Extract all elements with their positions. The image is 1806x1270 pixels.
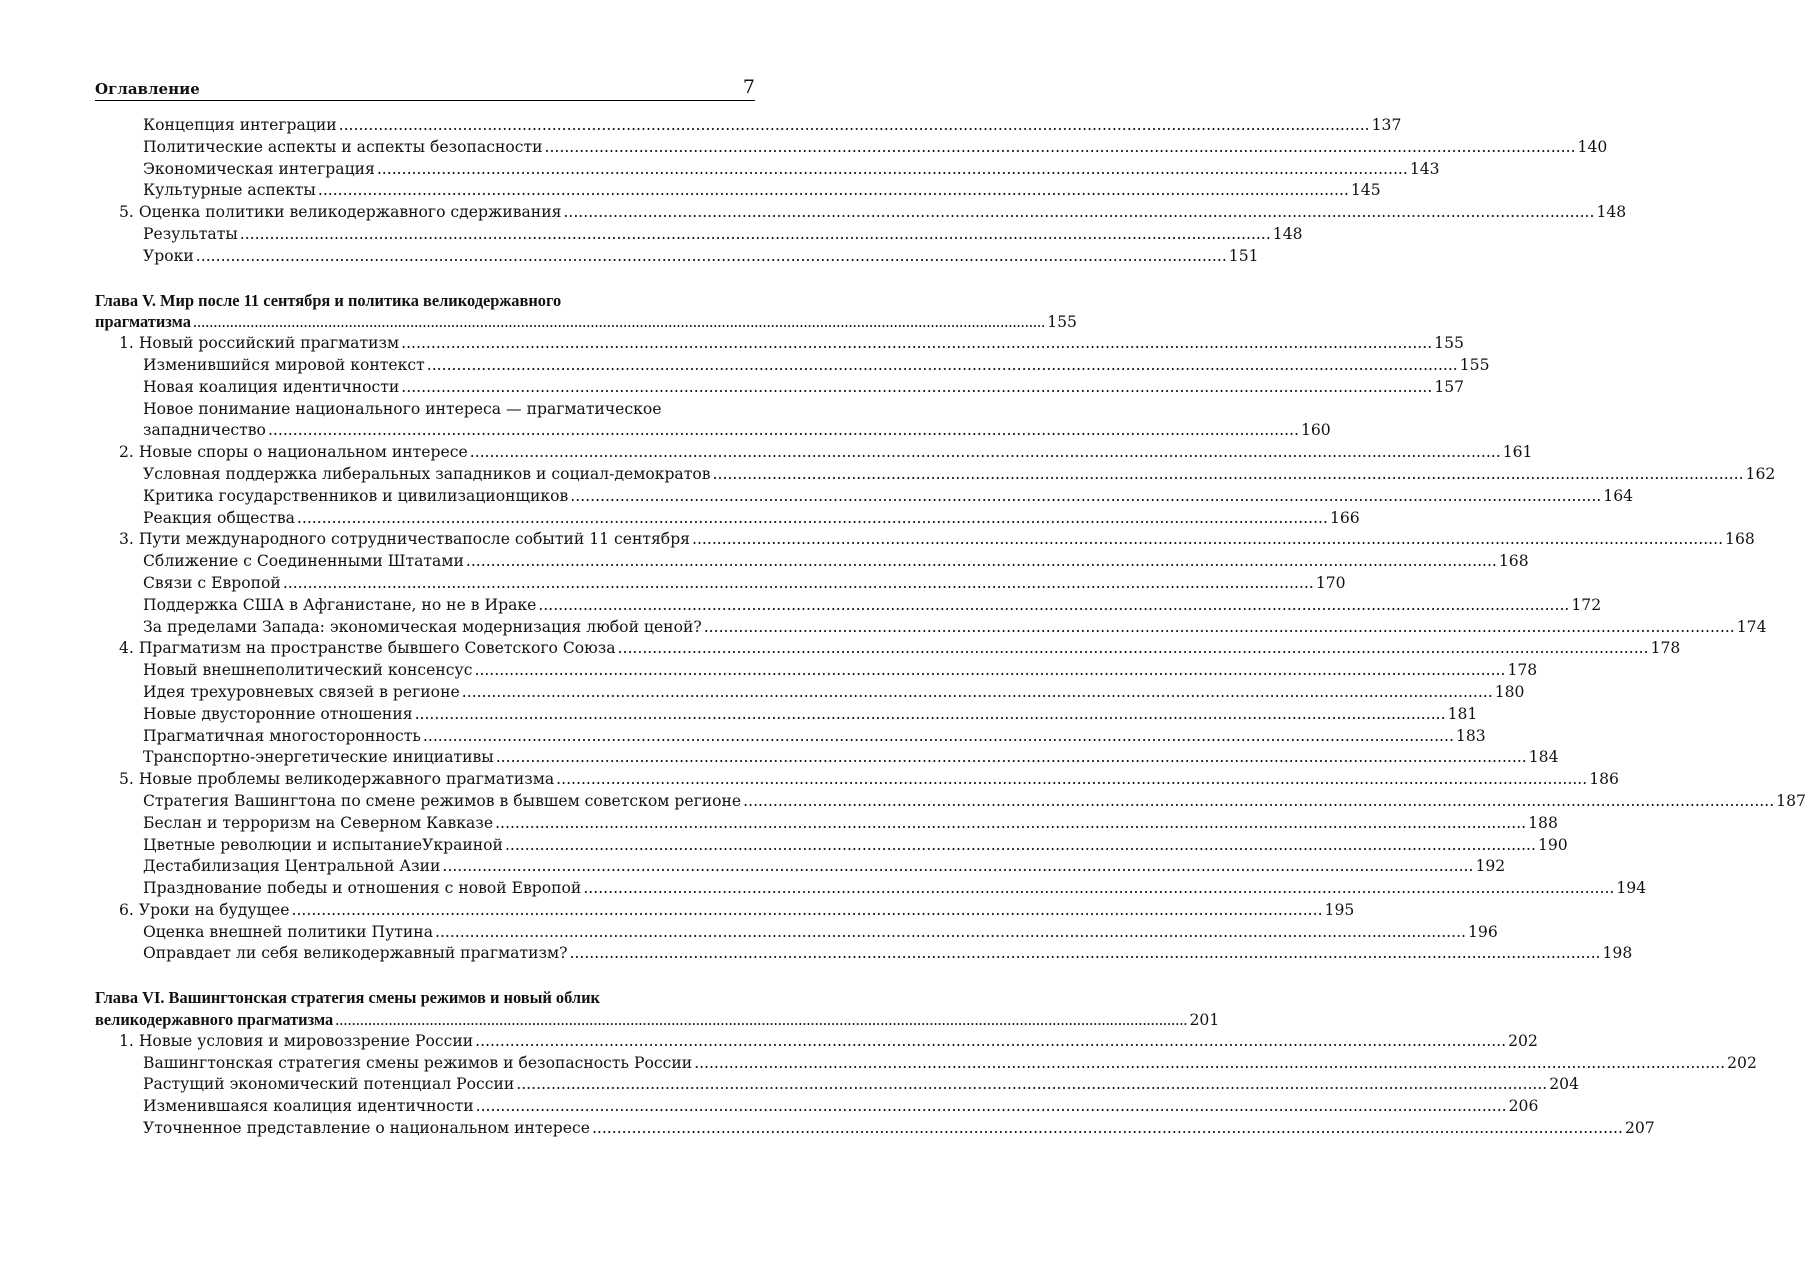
toc-section-line[interactable] bbox=[95, 900, 1355, 922]
toc-subsection-line[interactable] bbox=[95, 682, 1525, 704]
toc-entry-title: Новое понимание национального интереса — прагматическое bbox=[143, 399, 662, 418]
toc-entry-title: 3. Пути международного сотрудничествапосле событий 11 сентября bbox=[119, 530, 691, 549]
toc-section-line[interactable] bbox=[95, 769, 1619, 791]
toc-entry-title: Новый внешнеполитический консенсус bbox=[143, 661, 473, 680]
toc-page-number: 202 bbox=[1508, 1031, 1538, 1050]
toc-section-line[interactable] bbox=[95, 202, 1627, 224]
page-number: 7 bbox=[742, 76, 755, 98]
toc-page-number: 161 bbox=[1502, 443, 1533, 462]
toc-page-number: 183 bbox=[1455, 726, 1486, 745]
toc-page-number: 137 bbox=[1371, 116, 1402, 134]
toc-entry-title: Беслан и терроризм на Северном Кавказе bbox=[143, 813, 494, 832]
toc-subsection-line[interactable] bbox=[95, 813, 1558, 835]
toc-entry-title: 2. Новые споры о национальном интересе bbox=[119, 443, 468, 462]
toc-subsection-line[interactable] bbox=[95, 464, 1776, 486]
dot-leader bbox=[401, 333, 1432, 355]
toc-subsection-line[interactable] bbox=[95, 224, 1303, 246]
toc-chapter-line[interactable] bbox=[95, 987, 755, 1009]
toc-entry-title: Условная поддержка либеральных западников и социал-демократов bbox=[143, 464, 711, 483]
toc-section-line[interactable] bbox=[95, 333, 1464, 355]
toc-entry-title: Дестабилизация Центральной Азии bbox=[143, 857, 441, 876]
dot-leader bbox=[713, 464, 1744, 486]
dot-leader bbox=[423, 726, 1454, 748]
dot-leader bbox=[415, 704, 1446, 726]
toc-page-number: 192 bbox=[1475, 857, 1506, 876]
toc-entry-title: Глава V. Мир после 11 сентября и политика великодержавного bbox=[95, 290, 562, 310]
dot-leader bbox=[694, 1053, 1725, 1075]
toc-subsection-line[interactable] bbox=[95, 355, 1490, 377]
dot-leader bbox=[583, 878, 1614, 900]
toc-entry-title: Связи с Европой bbox=[143, 573, 281, 592]
dot-leader bbox=[545, 137, 1576, 159]
toc-subsection-line[interactable] bbox=[95, 1118, 1655, 1140]
dot-leader bbox=[470, 442, 1501, 464]
toc-subsection-line[interactable] bbox=[95, 159, 1440, 181]
toc-subsection-line[interactable] bbox=[95, 246, 1259, 268]
toc-page-number: 145 bbox=[1350, 181, 1381, 200]
toc-subsection-line[interactable] bbox=[95, 791, 1806, 813]
dot-leader bbox=[692, 529, 1723, 551]
toc-entry-title: Цветные революции и испытаниеУкраиной bbox=[143, 835, 503, 854]
toc-subsection-line[interactable] bbox=[95, 508, 1360, 530]
toc-page-number: 140 bbox=[1577, 137, 1608, 156]
toc-entry-title: Прагматичная многосторонность bbox=[143, 726, 421, 745]
toc-entry-title: Транспортно-энергетические инициативы bbox=[143, 748, 494, 767]
dot-leader bbox=[556, 769, 1587, 791]
dot-leader bbox=[283, 573, 1314, 595]
toc-page-number: 186 bbox=[1589, 770, 1619, 789]
dot-leader bbox=[196, 246, 1227, 268]
toc-entry-title: Экономическая интеграция bbox=[143, 159, 375, 178]
toc-entry-title: Глава VI. Вашингтонская стратегия смены режимов и новый облик bbox=[95, 988, 601, 1008]
toc-entry-title: 5. Новые проблемы великодержавного прагматизма bbox=[119, 770, 555, 789]
dot-leader bbox=[377, 159, 1408, 181]
toc-page-number: 160 bbox=[1300, 421, 1331, 440]
toc-subsection-line[interactable] bbox=[95, 137, 1608, 159]
dot-leader bbox=[435, 922, 1466, 944]
toc-entry-title: Вашингтонская стратегия смены режимов и безопасность России bbox=[143, 1053, 693, 1072]
toc-entry-title: 1. Новые условия и мировоззрение России bbox=[119, 1031, 474, 1050]
dot-leader bbox=[476, 1096, 1507, 1118]
toc-entry-title: 4. Прагматизм на пространстве бывшего Советского Союза bbox=[119, 639, 616, 658]
toc-page-number: 166 bbox=[1329, 508, 1360, 527]
dot-leader bbox=[427, 355, 1458, 377]
toc-entry-title: Идея трехуровневых связей в регионе bbox=[143, 682, 460, 701]
toc-page-number: 157 bbox=[1434, 377, 1465, 396]
toc-page-number: 206 bbox=[1508, 1097, 1539, 1116]
toc-subsection-line[interactable] bbox=[95, 922, 1498, 944]
toc-subsection-line[interactable] bbox=[95, 726, 1486, 748]
toc-subsection-line[interactable] bbox=[95, 180, 1381, 202]
toc-subsection-line[interactable] bbox=[95, 660, 1538, 682]
dot-leader bbox=[466, 551, 1497, 573]
dot-leader bbox=[569, 943, 1600, 965]
toc-subsection-line[interactable] bbox=[95, 115, 1402, 137]
section-gap bbox=[95, 268, 755, 290]
toc-page-number: 190 bbox=[1537, 835, 1568, 854]
toc-page-number: 202 bbox=[1727, 1053, 1757, 1072]
toc-subsection-line[interactable] bbox=[95, 943, 1633, 965]
toc-entry-title: Оценка внешней политики Путина bbox=[143, 922, 433, 941]
toc-subsection-line[interactable] bbox=[95, 747, 1559, 769]
toc-page-number: 174 bbox=[1736, 617, 1767, 636]
toc-entry-title: 1. Новый российский прагматизм bbox=[119, 334, 400, 353]
dot-leader bbox=[442, 856, 1473, 878]
toc-page-number: 164 bbox=[1603, 486, 1634, 505]
toc-page-number: 198 bbox=[1602, 944, 1633, 963]
dot-leader bbox=[462, 682, 1493, 704]
toc-subsection-line[interactable] bbox=[95, 856, 1506, 878]
running-header bbox=[95, 76, 755, 101]
dot-leader bbox=[401, 377, 1432, 399]
dot-leader bbox=[516, 1074, 1547, 1096]
toc-subsection-line[interactable] bbox=[95, 420, 1331, 442]
toc-section-line[interactable] bbox=[95, 1031, 1538, 1053]
toc-subsection-line[interactable] bbox=[95, 878, 1647, 900]
toc-section-line[interactable] bbox=[95, 638, 1681, 660]
dot-leader bbox=[474, 660, 1505, 682]
toc-section-line[interactable] bbox=[95, 529, 1755, 551]
toc-page-number: 184 bbox=[1528, 748, 1559, 767]
toc-entry-title: Сближение с Соединенными Штатами bbox=[143, 552, 464, 571]
dot-leader bbox=[563, 202, 1594, 224]
toc-entry-title: 6. Уроки на будущее bbox=[119, 900, 290, 919]
toc-subsection-line[interactable] bbox=[95, 1053, 1757, 1075]
toc-page-number: 170 bbox=[1315, 573, 1346, 592]
toc-subsection-line[interactable] bbox=[95, 399, 755, 421]
toc-entry-title: 5. Оценка политики великодержавного сдерживания bbox=[119, 203, 562, 222]
toc-page-number: 194 bbox=[1616, 879, 1647, 898]
toc-page-number: 143 bbox=[1409, 159, 1440, 178]
toc-entry-title: Уроки bbox=[143, 246, 194, 265]
toc-entry-title: западничество bbox=[143, 421, 266, 440]
toc-page-number: 155 bbox=[1434, 334, 1464, 353]
toc-subsection-line[interactable] bbox=[95, 835, 1568, 857]
toc-entry-title: Растущий экономический потенциал России bbox=[143, 1075, 515, 1094]
toc-entry-title: Культурные аспекты bbox=[143, 181, 316, 200]
toc-subsection-line[interactable] bbox=[95, 617, 1767, 639]
dot-leader bbox=[592, 1118, 1623, 1140]
dot-leader bbox=[268, 420, 1299, 442]
toc-entry-title: Критика государственников и цивилизационщиков bbox=[143, 486, 569, 505]
dot-leader bbox=[743, 791, 1774, 813]
dot-leader bbox=[297, 508, 1328, 530]
toc-subsection-line[interactable] bbox=[95, 573, 1346, 595]
dot-leader bbox=[495, 813, 1526, 835]
dot-leader bbox=[292, 900, 1323, 922]
dot-leader bbox=[475, 1031, 1506, 1053]
toc-entry-title: Изменившаяся коалиция идентичности bbox=[143, 1097, 474, 1116]
toc-subsection-line[interactable] bbox=[95, 1096, 1539, 1118]
dot-leader bbox=[335, 1009, 1187, 1031]
toc-page-number: 180 bbox=[1494, 682, 1525, 701]
dot-leader bbox=[704, 617, 1735, 639]
toc-entry-title: Результаты bbox=[143, 224, 238, 243]
toc-page-number: 155 bbox=[1047, 313, 1077, 332]
dot-leader bbox=[240, 224, 1271, 246]
section-gap bbox=[95, 965, 755, 987]
toc-entry-title: Уточненное представление о национальном интересе bbox=[143, 1119, 590, 1138]
toc-section-line[interactable] bbox=[95, 442, 1533, 464]
toc-page-number: 181 bbox=[1447, 704, 1478, 723]
toc-entry-title: Стратегия Вашингтона по смене режимов в бывшем советском регионе bbox=[143, 791, 742, 810]
toc-entry-title: великодержавного прагматизма bbox=[95, 1010, 334, 1030]
toc-entry-title: Политические аспекты и аспекты безопасности bbox=[143, 137, 543, 156]
toc-page-number: 151 bbox=[1228, 246, 1259, 265]
toc-entry-title: Новые двусторонние отношения bbox=[143, 704, 413, 723]
toc-page-number: 178 bbox=[1507, 661, 1538, 680]
toc-page-number: 162 bbox=[1745, 464, 1776, 483]
toc-page-number: 195 bbox=[1324, 900, 1355, 919]
toc-subsection-line[interactable] bbox=[95, 704, 1478, 726]
toc-page-number: 188 bbox=[1528, 813, 1558, 832]
dot-leader bbox=[339, 115, 1370, 137]
table-of-contents bbox=[95, 115, 1806, 1140]
dot-leader bbox=[496, 747, 1527, 769]
toc-page-number: 148 bbox=[1272, 224, 1303, 243]
dot-leader bbox=[618, 638, 1649, 660]
dot-leader bbox=[318, 180, 1349, 202]
toc-entry-title: Празднование победы и отношения с новой Европой bbox=[143, 879, 582, 898]
toc-page-number: 168 bbox=[1498, 552, 1529, 571]
toc-entry-title: Концепция интеграции bbox=[143, 116, 337, 134]
toc-entry-title: Оправдает ли себя великодержавный прагматизм? bbox=[143, 944, 568, 963]
toc-entry-title: Поддержка США в Афганистане, но не в Ираке bbox=[143, 595, 537, 614]
toc-entry-title: Изменившийся мировой контекст bbox=[143, 355, 425, 374]
toc-page-number: 155 bbox=[1459, 355, 1490, 374]
toc-page-number: 178 bbox=[1650, 639, 1681, 658]
toc-page-number: 201 bbox=[1189, 1011, 1220, 1030]
dot-leader bbox=[505, 835, 1536, 857]
toc-page-number: 172 bbox=[1571, 595, 1602, 614]
toc-entry-title: Реакция общества bbox=[143, 508, 295, 527]
dot-leader bbox=[538, 595, 1569, 617]
toc-page-number: 196 bbox=[1468, 922, 1498, 941]
toc-chapter-line[interactable] bbox=[95, 1009, 1220, 1031]
toc-entry-title: Новая коалиция идентичности bbox=[143, 377, 400, 396]
toc-subsection-line[interactable] bbox=[95, 486, 1634, 508]
toc-entry-title: прагматизма bbox=[95, 312, 191, 332]
header-title: Оглавление bbox=[95, 80, 200, 98]
toc-page-number: 207 bbox=[1624, 1119, 1655, 1138]
toc-chapter-line[interactable] bbox=[95, 290, 755, 312]
toc-page-number: 148 bbox=[1596, 203, 1627, 222]
toc-page-number: 187 bbox=[1776, 791, 1806, 810]
toc-subsection-line[interactable] bbox=[95, 595, 1602, 617]
toc-subsection-line[interactable] bbox=[95, 377, 1465, 399]
dot-leader bbox=[570, 486, 1601, 508]
dot-leader bbox=[193, 311, 1045, 333]
toc-page-number: 204 bbox=[1549, 1075, 1580, 1094]
toc-chapter-line[interactable] bbox=[95, 311, 1077, 333]
toc-subsection-line[interactable] bbox=[95, 1074, 1580, 1096]
toc-entry-title: За пределами Запада: экономическая модернизация любой ценой? bbox=[143, 617, 702, 636]
toc-page-number: 168 bbox=[1725, 530, 1755, 549]
toc-subsection-line[interactable] bbox=[95, 551, 1529, 573]
